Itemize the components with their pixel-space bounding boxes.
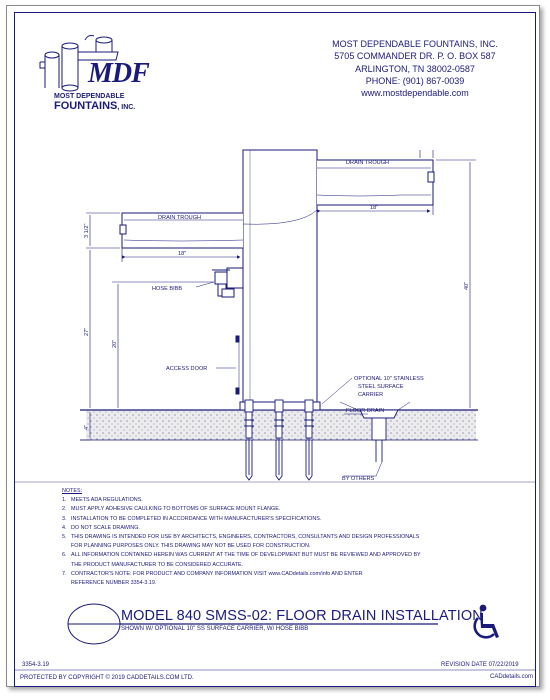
- fountain-pedestal: [240, 150, 320, 410]
- note-number: 1.: [62, 497, 67, 504]
- note-text: MEETS ADA REGULATIONS.: [71, 497, 143, 504]
- access-door-label: ACCESS DOOR: [166, 366, 208, 372]
- logo-initials: MDF: [88, 58, 149, 89]
- notes-section: [62, 487, 502, 588]
- upper-drain-trough: [317, 150, 434, 205]
- logo-line1: MOST DEPENDABLE: [54, 93, 125, 100]
- drain-trough-lower-label: DRAIN TROUGH: [158, 215, 202, 221]
- dim-18-lower: 18": [178, 251, 187, 257]
- note-item: [62, 505, 502, 514]
- logo-suffix: , INC.: [117, 104, 136, 111]
- dim-20: 20": [112, 339, 118, 348]
- carrier-label-2: STEEL SURFACE: [358, 384, 404, 390]
- reference-number: 3354-3.19: [22, 662, 50, 668]
- company-name: MOST DEPENDABLE FOUNTAINS, INC.: [332, 39, 498, 49]
- note-text: CONTRACTOR'S NOTE: FOR PRODUCT AND COMPANY INFORMATION VISIT www.CADdetails.com/info AND ENTER: [71, 570, 363, 577]
- note-text: THIS DRAWING IS INTENDED FOR USE BY ARCHITECTS, ENGINEERS, CONTRACTORS, CONSULTANTS AND DESIGN PROFESSIONALS: [71, 534, 420, 541]
- drawing-title: MODEL 840 SMSS-02: FLOOR DRAIN INSTALLATION: [121, 608, 483, 624]
- company-phone: PHONE: (901) 867-0039: [365, 75, 465, 86]
- company-website[interactable]: www.mostdependable.com: [361, 88, 469, 99]
- note-item: [62, 570, 502, 579]
- note-item: [62, 542, 502, 551]
- company-address: 5705 COMMANDER DR. P. O. BOX 587: [334, 51, 496, 62]
- hose-bibb-label: HOSE BIBB: [152, 286, 183, 292]
- note-text: REFERENCE NUMBER 3354-3.19.: [71, 580, 157, 587]
- note-item: [62, 579, 502, 588]
- dim-4: 4": [84, 424, 90, 430]
- note-item: [62, 551, 502, 560]
- copyright-notice: PROTECTED BY COPYRIGHT © 2019 CADDETAILS.COM LTD.: [20, 675, 194, 681]
- note-number: 5.: [62, 534, 67, 541]
- hose-bibb-icon: [212, 268, 243, 297]
- cad-details-link[interactable]: CADdetails.com: [490, 674, 534, 680]
- note-number: 3.: [62, 515, 67, 522]
- floor-drain-label: FLOOR DRAIN: [346, 408, 385, 414]
- drain-trough-upper-label: DRAIN TROUGH: [346, 160, 390, 166]
- note-text: MUST APPLY ADHESIVE CAULKING TO BOTTOMS OF SURFACE MOUNT FLANGE.: [71, 506, 281, 513]
- note-number: 6.: [62, 552, 67, 559]
- note-text: ALL INFORMATION CONTAINED HEREIN WAS CURRENT AT THE TIME OF DEVELOPMENT BUT MUST BE REVIEWED AND APPROVED BY: [71, 552, 421, 559]
- note-number: 2.: [62, 506, 67, 513]
- note-item: [62, 524, 502, 533]
- dim-40: 40": [464, 281, 470, 290]
- by-others-label: BY OTHERS: [342, 476, 375, 482]
- notes-list: [62, 496, 502, 588]
- note-item: [62, 561, 502, 570]
- note-number: [62, 561, 71, 570]
- note-number: [62, 579, 71, 588]
- carrier-label-3: CARRIER: [358, 392, 384, 398]
- note-number: 7.: [62, 570, 67, 577]
- note-number: 4.: [62, 524, 67, 531]
- drawing-subtitle: SHOWN W/ OPTIONAL 10" SS SURFACE CARRIER, W/ HOSE BIBB: [121, 626, 309, 632]
- notes-title: NOTES:: [62, 488, 83, 494]
- logo-line2: FOUNTAINS: [54, 100, 118, 112]
- note-item: [62, 533, 502, 542]
- note-text: THE PRODUCT MANUFACTURER TO BE CONSIDERED ACCURATE.: [71, 561, 244, 568]
- note-item: [62, 496, 502, 505]
- dim-3-5: 3 1/2": [84, 223, 90, 238]
- company-city: ARLINGTON, TN 38002-0587: [355, 63, 475, 74]
- carrier-label-1: OPTIONAL 10" STAINLESS: [354, 376, 424, 382]
- note-number: [62, 542, 71, 551]
- access-door: [236, 336, 239, 394]
- revision-date: REVISION DATE 07/22/2019: [441, 662, 519, 668]
- note-text: FOR PLANNING PURPOSES ONLY. THIS DRAWING MAY NOT BE USED FOR CONSTRUCTION.: [71, 543, 311, 550]
- dim-18-upper: 18": [370, 205, 379, 211]
- note-text: INSTALLATION TO BE COMPLETED IN ACCORDANCE WITH MANUFACTURER'S SPECIFICATIONS.: [71, 515, 322, 522]
- dim-27: 27": [84, 327, 90, 336]
- note-item: [62, 515, 502, 524]
- note-text: DO NOT SCALE DRAWING.: [71, 524, 140, 531]
